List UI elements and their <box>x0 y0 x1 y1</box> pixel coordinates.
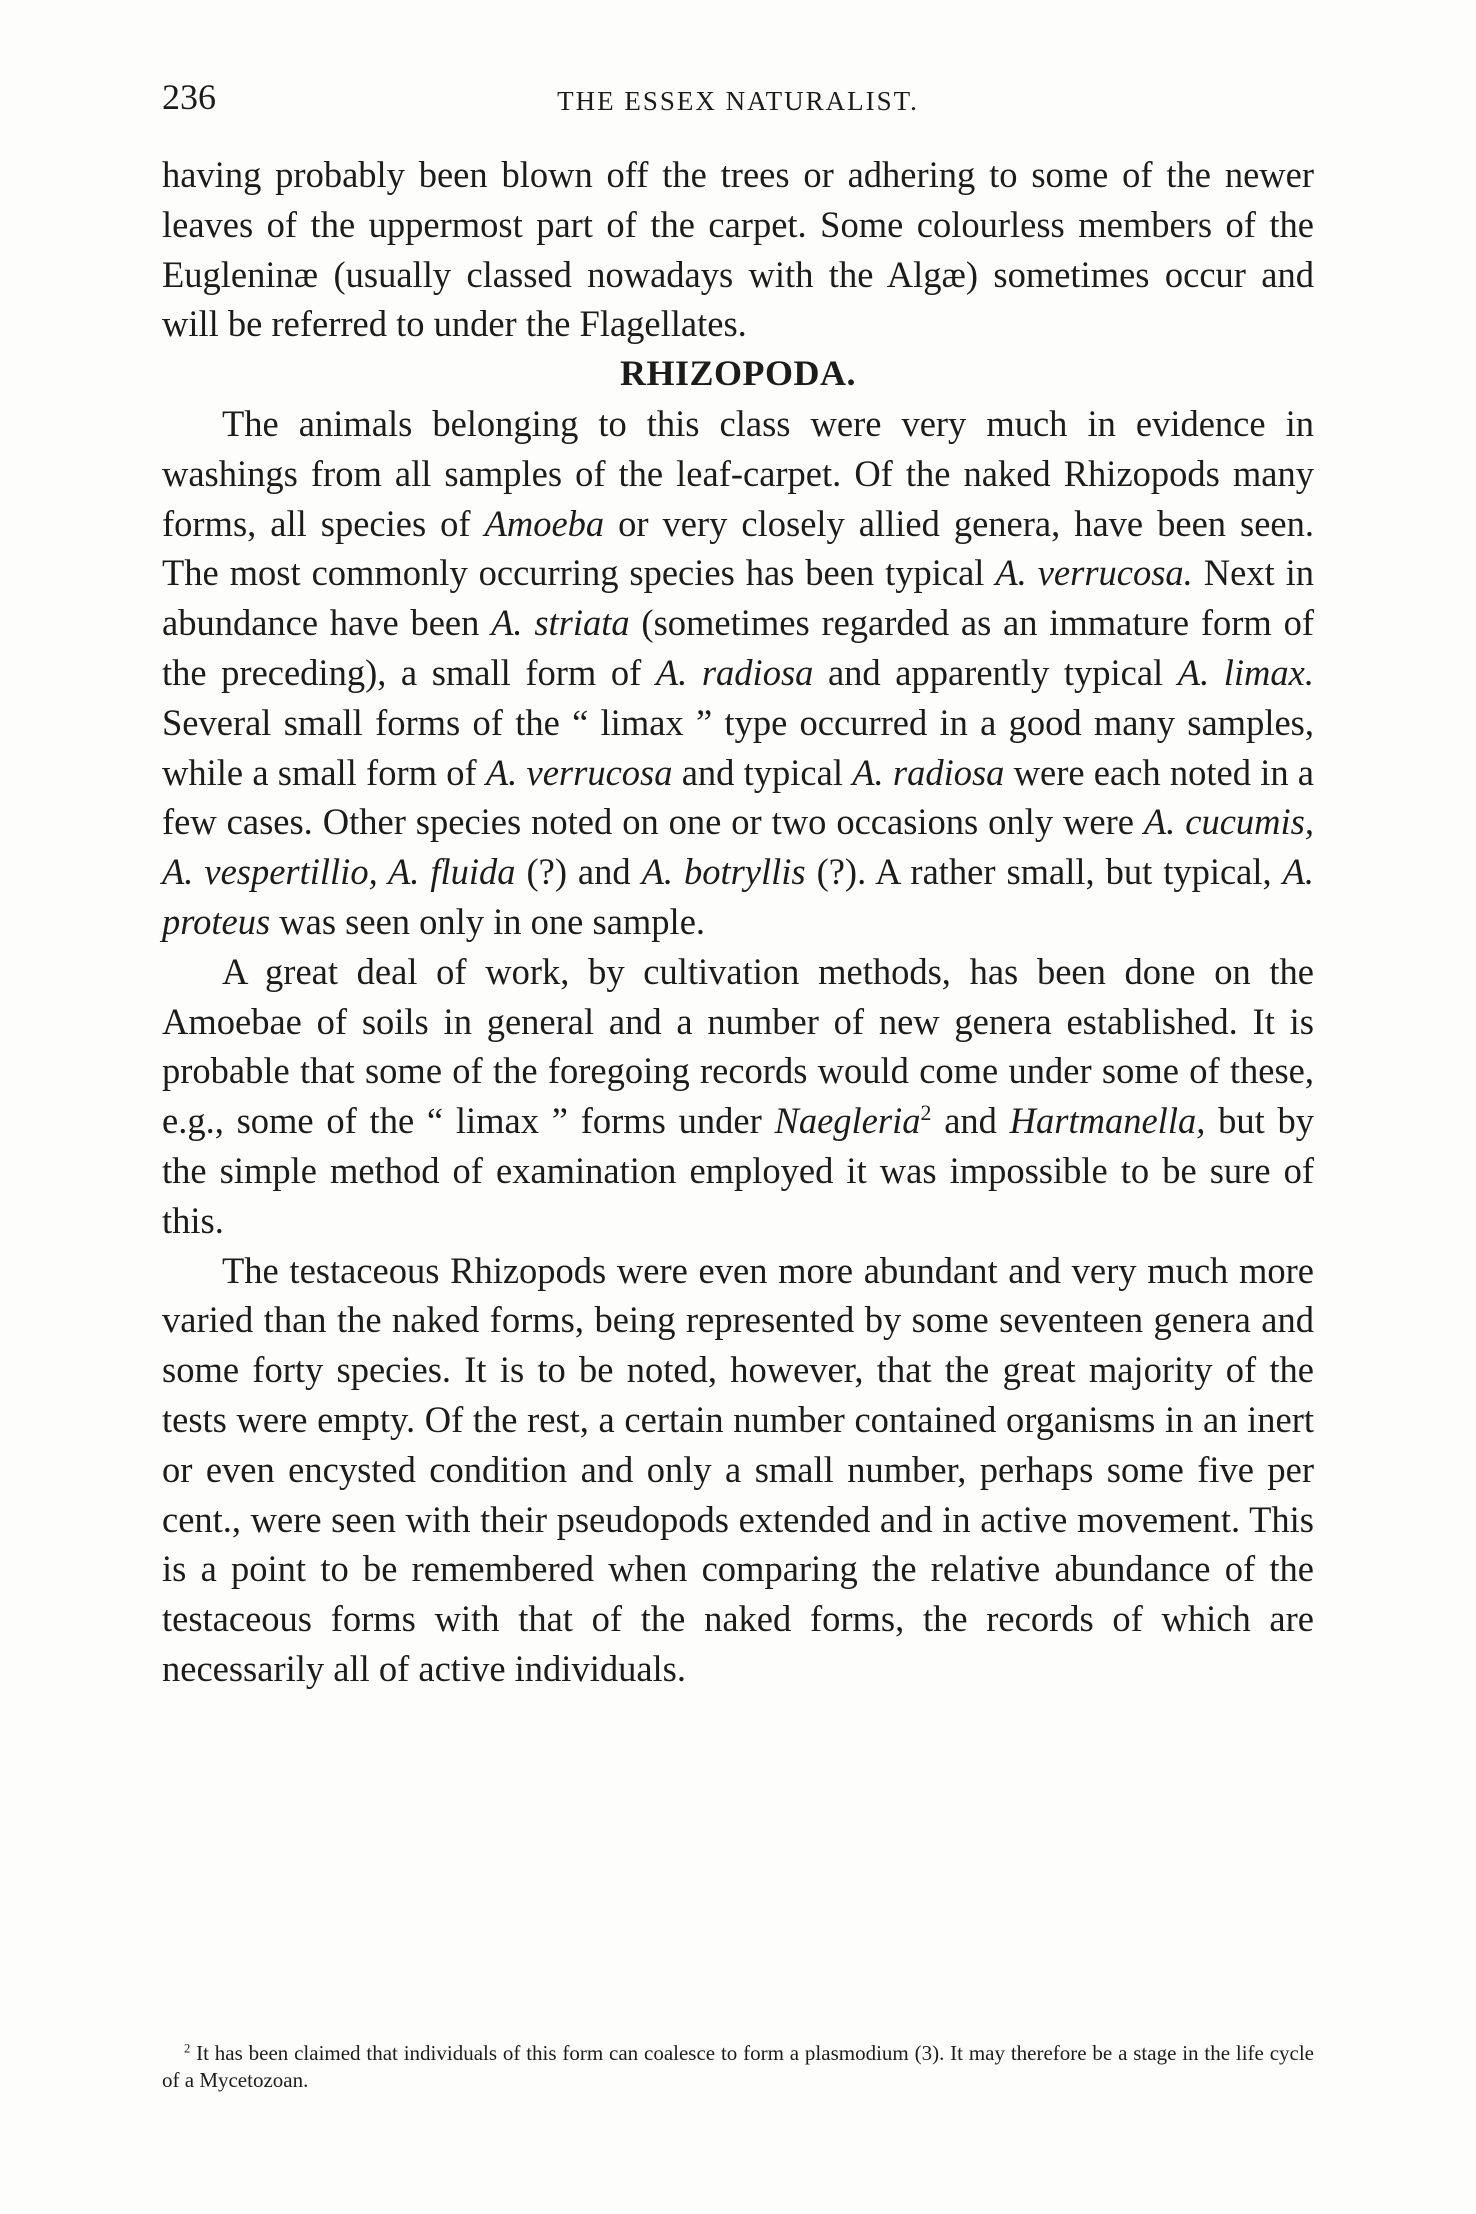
section-heading: RHIZOPODA. <box>619 353 856 394</box>
species-name: A. limax. <box>1177 651 1314 693</box>
text-run: (sometimes regarded as an immature form of the preceding), a small form of <box>162 602 1314 693</box>
species-name: A. verrucosa. <box>995 552 1193 594</box>
text-run: (?). A rather small, but typical, <box>805 851 1283 893</box>
footnote-text: It has been claimed that individuals of this form can coalesce to form a plasmodium (3). It may therefore be a stage in the life cycle of a Mycetozoan. <box>162 2041 1314 2092</box>
text-run: or very closely allied genera, have been seen. The most commonly occurring species has been typical <box>162 502 1314 594</box>
footnote-2 <box>162 2040 1314 2094</box>
text-run: The animals belonging to this class were very much in evidence in washings from all samples of the leaf-carpet. Of the naked Rhizopods many forms, all species of <box>162 402 1314 544</box>
text-run: Next in abundance have been <box>162 552 1314 644</box>
text-run: and apparently typical <box>813 651 1178 693</box>
text-run: but by the simple method of examination employed it was impossible to be sure of this. <box>162 1100 1315 1241</box>
species-name: A. striata <box>491 602 630 644</box>
footnote-marker: 2 <box>184 2041 191 2056</box>
genus-name: Naegleria <box>774 1100 921 1142</box>
species-name: A. radiosa <box>655 651 814 693</box>
body-text <box>162 150 1314 1694</box>
paragraph-testaceous-rhizopods: The testaceous Rhizopods were even more abundant and very much more varied than the naked forms, being represented by some seventeen genera and some forty species. It is to be noted, however, that the great majority of the tests were empty. Of the rest, a certain number contained organisms in an inert or even encysted condition and only a small number, perhaps some five per cent., were seen with their pseudopods extended and in active movement. This is a point to be remembered when comparing the relative abundance of the testaceous forms with that of the naked forms, the records of which are necessarily all of active individuals. <box>162 1249 1314 1689</box>
species-name: A. radiosa <box>852 751 1005 793</box>
species-name: Amoeba <box>484 502 605 544</box>
species-name: A. botryllis <box>641 851 806 893</box>
paragraph-naked-rhizopods <box>162 399 1314 947</box>
text-run: A great deal of work, by cultivation methods, has been done on the Amoebae of soils in general and a number of new genera established. It is probable that some of the foregoing records would come under some of these, e.g., some of the “ limax ” forms under <box>162 950 1314 1142</box>
genus-name: Hartmanella, <box>1009 1100 1206 1142</box>
species-name: A. proteus <box>162 851 1315 942</box>
species-name: A. cucumis, A. vespertillio, A. fluida <box>162 801 1314 893</box>
text-run: and <box>931 1100 1010 1142</box>
footnote-reference[interactable]: 2 <box>920 1100 932 1126</box>
text-run: Several small forms of the “ limax ” type occurred in a good many samples, while a small form of <box>162 701 1314 793</box>
text-run: (?) and <box>515 851 642 893</box>
running-title: THE ESSEX NATURALIST. <box>557 86 919 116</box>
page-header <box>162 72 1314 122</box>
paragraph-cultivation-methods <box>162 947 1314 1246</box>
footnotes <box>162 2040 1314 2094</box>
text-run: was seen only in one sample. <box>270 900 706 942</box>
page-number: 236 <box>162 77 216 117</box>
paragraph-continuation: having probably been blown off the trees or adhering to some of the newer leaves of the uppermost part of the carpet. Some colourless members of the Eugleninæ (usually classed nowadays with the Algæ) sometimes occur and will be referred to under the Flagellates. <box>162 154 1314 345</box>
species-name: A. verrucosa <box>485 751 673 793</box>
text-run: were each noted in a few cases. Other species noted on one or two occasions only were <box>162 751 1315 843</box>
text-run: and typical <box>672 751 853 793</box>
